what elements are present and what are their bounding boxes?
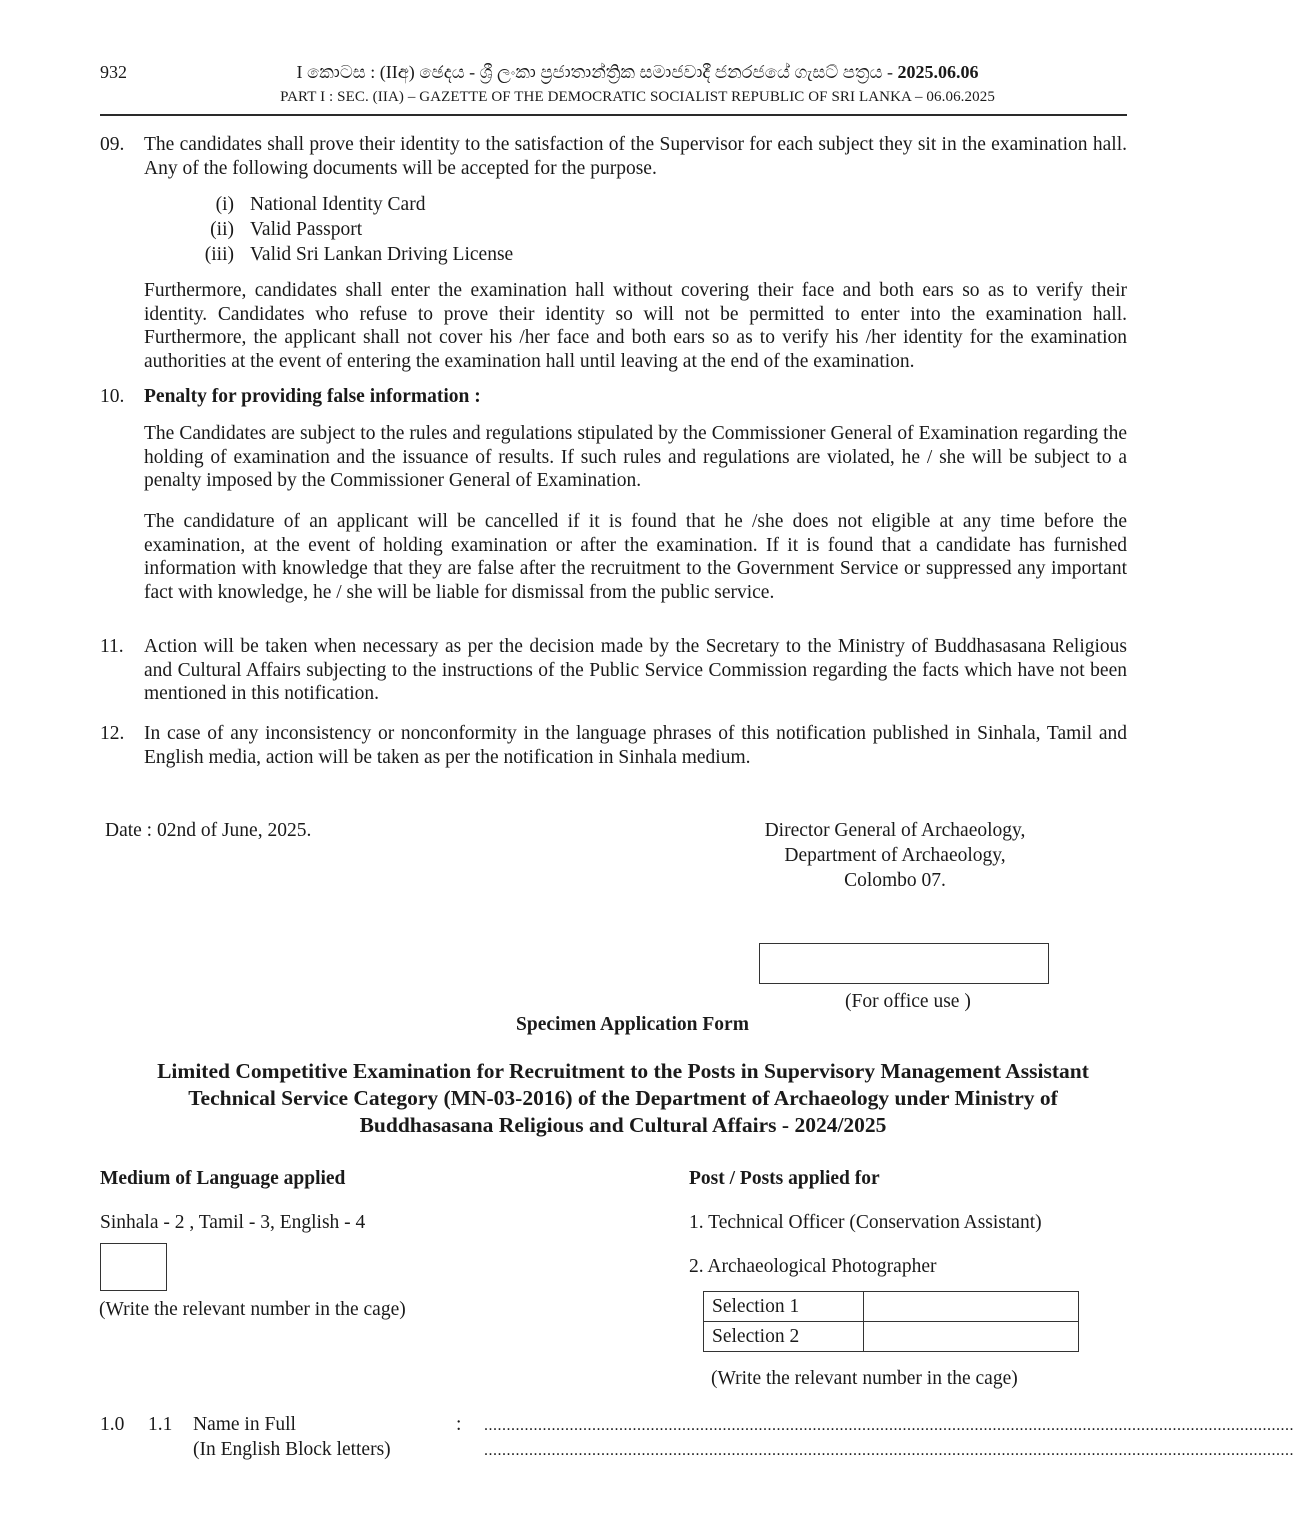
page-number: 932 [100,62,127,82]
section-09-intro: The candidates shall prove their identity to the satisfaction of the Supervisor for each subject they sit in the examination hall. Any of the following documents will be accepted for the purpose. [144,134,1127,179]
section-11-number: 11. [100,636,124,657]
selection-2-label: Selection 2 [704,1322,864,1352]
selection-1-cage[interactable] [864,1292,1079,1322]
section-10-heading: Penalty for providing false information : [144,386,481,407]
medium-options: Sinhala - 2 , Tamil - 3, English - 4 [100,1212,366,1233]
posts-label: Post / Posts applied for [689,1168,880,1189]
post-option-1: 1. Technical Officer (Conservation Assistant) [689,1212,1042,1233]
section-09-number: 09. [100,134,125,155]
full-name-input-line-2[interactable]: .................................................................................................................................................................................... [484,1442,1294,1459]
full-name-colon: : [456,1414,462,1435]
full-name-label: Name in Full [193,1414,296,1435]
section-09-furthermore: Furthermore, candidates shall enter the examination hall without covering their face and both ears so as to verify their identity. Candidates who refuse to prove their identity so will not be permitted to enter into the examination hall. Furthermore, the applicant shall not cover his /her face and both ears so as to verify his /her identity for the examination authorities at the event of entering the examination hall until leaving at the end of the examination. [144,280,1127,372]
header-divider [100,114,1127,116]
section-10-para2: The candidature of an applicant will be cancelled if it is found that he /she does not eligible at any time before the examination, at the event of holding examination or after the examination. If it is found that a candidate has furnished information with knowledge that they are false after the recruitment to the Government Service or suppressed any important fact with knowledge, he / she will be liable for dismissal from the public service. [144,511,1127,603]
form-title-line: Buddhasasana Religious and Cultural Affairs - 2024/2025 [359,1113,887,1137]
gazette-header-sinhala-text: I කොටස : (IIඅ) ඡෙදය - ශ්‍රී ලංකා ප්‍රජාතාන්ත්‍රික සමාජවාදී ජනරජයේ ගැසට් පත්‍රය - [296,62,898,82]
form-title-line: Technical Service Category (MN-03-2016) of the Department of Archaeology under Ministry of [188,1086,1058,1110]
gazette-header-date: 2025.06.06 [897,62,979,82]
list-item-roman: (ii) [210,219,234,240]
form-title-line: Limited Competitive Examination for Recruitment to the Posts in Supervisory Management Assistant [157,1059,1089,1083]
table-row [704,1322,1079,1352]
signatory-title: Director General of Archaeology, [764,820,1026,841]
form-title [0,1058,1246,1139]
signatory-block [720,818,1070,893]
section-12-text: In case of any inconsistency or nonconformity in the language phrases of this notification published in Sinhala, Tamil and English media, action will be taken as per the notification in Sinhala medium. [144,723,1127,768]
notice-date: Date : 02nd of June, 2025. [105,820,312,841]
section-12-number: 12. [100,723,125,744]
office-use-box[interactable] [759,943,1049,984]
selection-1-label: Selection 1 [704,1292,864,1322]
signatory-department: Department of Archaeology, [784,845,1006,866]
gazette-header-sinhala [0,62,1275,83]
field-1-1-number: 1.1 [148,1414,173,1435]
medium-instruction: (Write the relevant number in the cage) [99,1299,406,1320]
signatory-location: Colombo 07. [844,870,946,891]
list-item-label: Valid Passport [250,219,363,240]
full-name-sublabel: (In English Block letters) [193,1439,391,1460]
document-list [194,192,794,267]
form-heading: Specimen Application Form [516,1014,749,1035]
section-10-para1: The Candidates are subject to the rules and regulations stipulated by the Commissioner General of Examination regarding the holding of examination and the issuance of results. If such rules and regulations are violated, he / she will be subject to a penalty imposed by the Commissioner General of Examination. [144,423,1127,491]
list-item [194,192,794,217]
list-item-label: Valid Sri Lankan Driving License [250,244,514,265]
field-1-0-number: 1.0 [100,1414,125,1435]
list-item [194,242,794,267]
post-option-2: 2. Archaeological Photographer [689,1256,937,1277]
selection-2-cage[interactable] [864,1322,1079,1352]
list-item-label: National Identity Card [250,194,426,215]
office-use-caption: (For office use ) [845,991,971,1012]
table-row [704,1292,1079,1322]
full-name-input-line-1[interactable]: .................................................................................................................................................................................... [484,1417,1294,1434]
posts-instruction: (Write the relevant number in the cage) [711,1368,1018,1389]
list-item [194,217,794,242]
gazette-header-english: PART I : SEC. (IIA) – GAZETTE OF THE DEMOCRATIC SOCIALIST REPUBLIC OF SRI LANKA – 06.06.2025 [280,89,995,105]
section-10-number: 10. [100,386,125,407]
medium-label: Medium of Language applied [100,1168,346,1189]
section-11-text: Action will be taken when necessary as per the decision made by the Secretary to the Ministry of Buddhasasana Religious and Cultural Affairs subjecting to the instructions of the Public Service Commission regarding the facts which have not been mentioned in this notification. [144,636,1127,704]
list-item-roman: (i) [215,194,234,215]
medium-cage-input[interactable] [100,1243,167,1291]
list-item-roman: (iii) [204,244,234,265]
selection-table [703,1291,1079,1352]
